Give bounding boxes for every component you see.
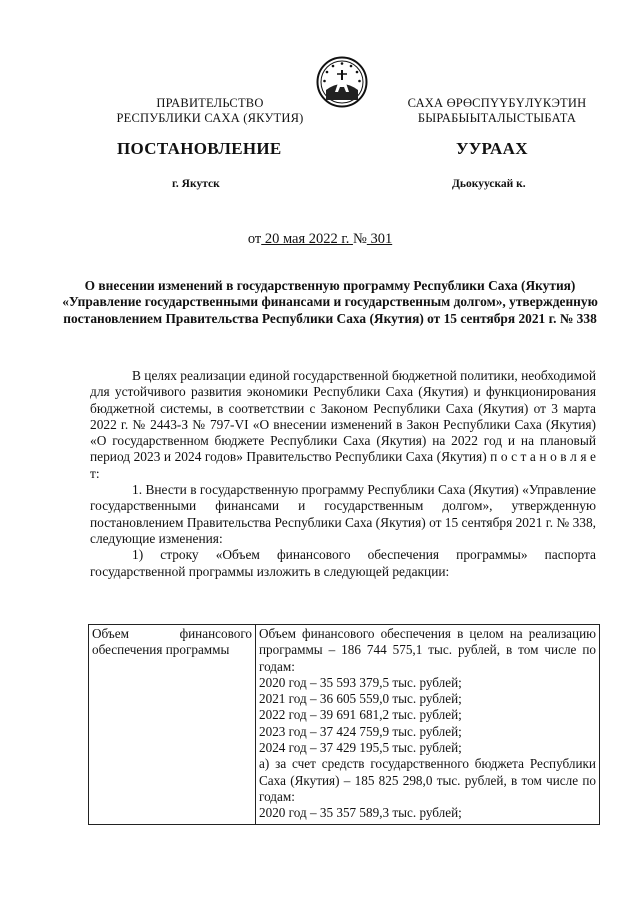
date-prefix: от xyxy=(247,231,262,247)
header-right-line2: БЫРАБЫЫТАЛЫСТЫБАТА xyxy=(417,111,577,125)
financing-line: 2022 год – 39 691 681,2 тыс. рублей; xyxy=(259,707,462,723)
decree-title: О внесении изменений в государственную программу Республики Саха (Якутия) «Управление государственными финансами и государственным долгом», утвержденную постановлением Правительства Республики Саха (Якутия) от 15 сентября 2021 г. № 338 xyxy=(62,278,598,326)
header-right-line1: САХА ӨРӨСПҮҮБҮЛҮКЭТИН xyxy=(407,96,587,110)
decree-number: 301 xyxy=(366,231,393,247)
financing-line: 2020 год – 35 357 589,3 тыс. рублей; xyxy=(259,805,462,821)
financing-line: 2024 год – 37 429 195,5 тыс. рублей; xyxy=(259,740,462,756)
header-right xyxy=(382,96,612,126)
decree-body xyxy=(90,368,596,580)
header-left xyxy=(100,96,320,126)
financing-table xyxy=(88,624,600,825)
coat-of-arms-emblem xyxy=(316,56,368,108)
body-paragraph-3: 1) строку «Объем финансового обеспечения программы» паспорта государственной программы изложить в следующей редакции: xyxy=(90,547,596,579)
header-left-line1: ПРАВИТЕЛЬСТВО xyxy=(156,96,264,110)
body-paragraph-2: 1. Внести в государственную программу Республики Саха (Якутия) «Управление государственными финансами и государственным долгом», утвержденную постановлением Правительства Республики Саха (Якутия) от 15 сентября 2021 г. № 338, следующие изменения: xyxy=(90,482,596,546)
number-sign: № xyxy=(352,231,367,247)
header-left-line2: РЕСПУБЛИКИ САХА (ЯКУТИЯ) xyxy=(116,111,304,125)
financing-line: а) за счет средств государственного бюджета Республики Саха (Якутия) – 185 825 298,0 тыс. рублей, в том числе по годам: xyxy=(259,756,596,804)
financing-line: 2020 год – 35 593 379,5 тыс. рублей; xyxy=(259,674,462,690)
doc-type-sah: УУРААХ xyxy=(456,139,528,158)
table-left-cell: Объем финансового обеспечения программы xyxy=(89,625,256,825)
financing-line: Объем финансового обеспечения в целом на реализацию программы – 186 744 575,1 тыс. рублей, в том числе по годам: xyxy=(259,626,596,674)
decree-date: 20 мая 2022 г. xyxy=(261,231,353,247)
city-ru: г. Якутск xyxy=(172,178,220,190)
financing-line: 2023 год – 37 424 759,9 тыс. рублей; xyxy=(259,723,462,739)
doc-type-ru: ПОСТАНОВЛЕНИЕ xyxy=(117,139,282,158)
city-sah: Дьокуускай к. xyxy=(452,178,526,190)
date-line xyxy=(0,231,640,248)
body-paragraph-1: В целях реализации единой государственной бюджетной политики, необходимой для устойчивого развития экономики Республики Саха (Якутия) и функционирования бюджетной системы, в соответствии с Законом Республики Саха (Якутия) от 3 марта 2022 г. № 2443-З № 797-VI «О внесении изменений в Закон Республики Саха (Якутия) «О государственном бюджете Республики Саха (Якутия) на 2022 год и на плановый период 2023 и 2024 годов» Правительство Республики Саха (Якутия) п о с т а н о в л я е т: xyxy=(90,368,596,481)
table-row xyxy=(89,625,600,825)
table-right-cell xyxy=(256,625,600,825)
financing-line: 2021 год – 36 605 559,0 тыс. рублей; xyxy=(259,691,462,707)
